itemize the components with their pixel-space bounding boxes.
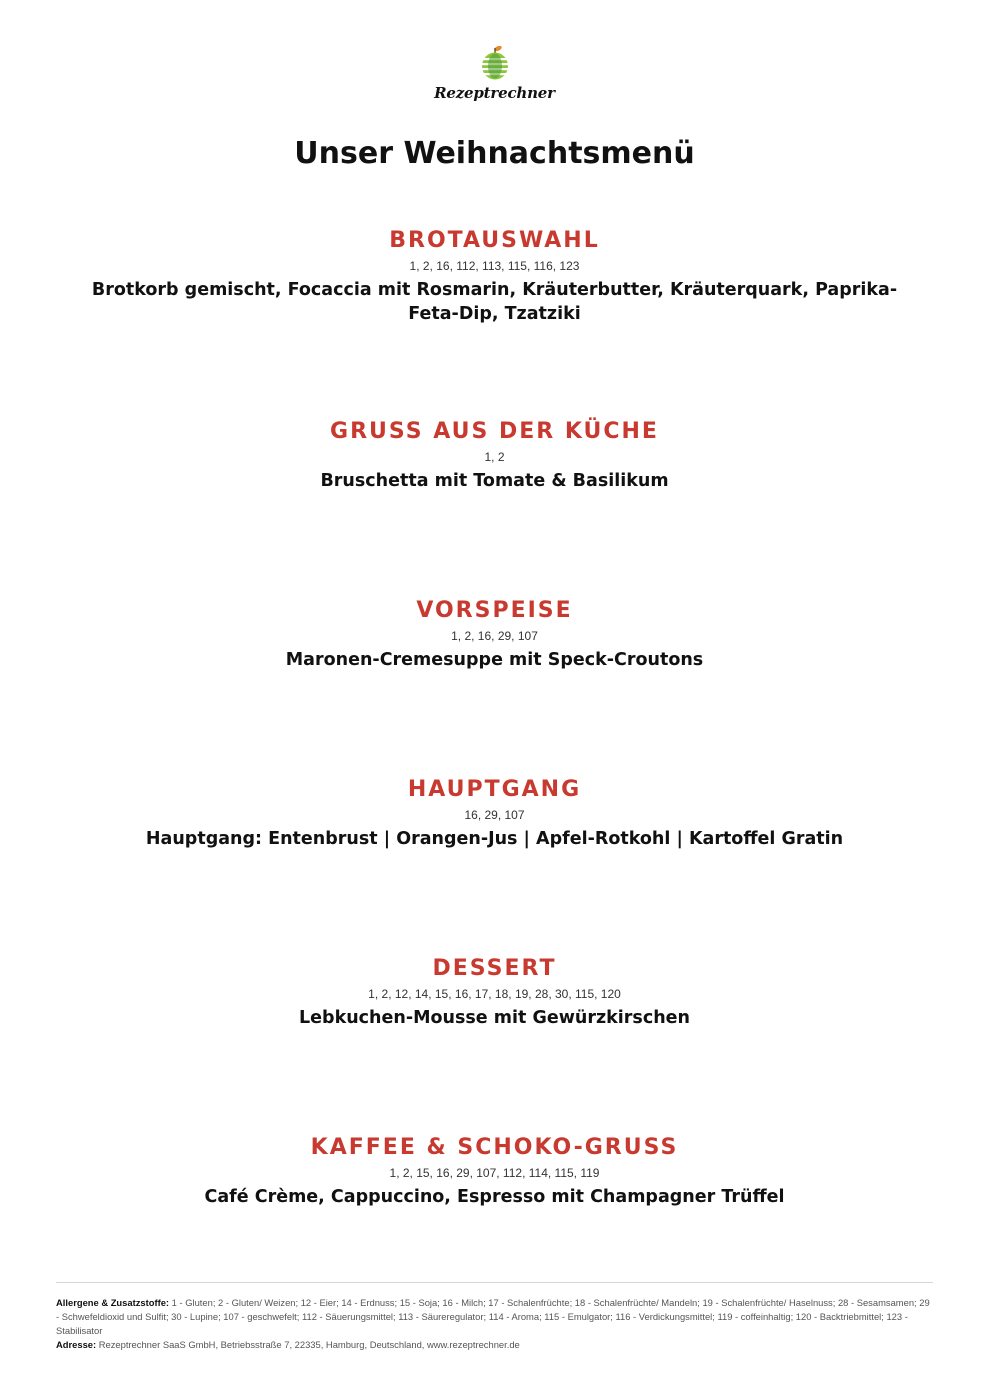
footer-address-text: Rezeptrechner SaaS GmbH, Betriebsstraße 7, 22335, Hamburg, Deutschland, www.rezeptrechner.de — [96, 1339, 520, 1350]
course-title: GRUSS AUS DER KÜCHE — [330, 419, 659, 444]
course-dish: Hauptgang: Entenbrust | Orangen-Jus | Apfel-Rotkohl | Kartoffel Gratin — [145, 829, 844, 849]
course-dish: Café Crème, Cappuccino, Espresso mit Champagner Trüffel — [204, 1187, 785, 1207]
apple-logo-icon — [480, 44, 510, 82]
footer-allergens-label: Allergene & Zusatzstoffe: — [56, 1297, 170, 1308]
course-dessert — [80, 955, 909, 1030]
course-allergens: 1, 2, 16, 29, 107 — [451, 629, 538, 643]
course-title: VORSPEISE — [416, 598, 573, 623]
brand-name: Rezeptrechner — [434, 84, 555, 102]
course-title: BROTAUSWAHL — [389, 228, 600, 253]
course-allergens: 1, 2, 12, 14, 15, 16, 17, 18, 19, 28, 30, 115, 120 — [368, 987, 621, 1001]
footer-allergens — [56, 1296, 933, 1338]
footer — [56, 1282, 933, 1352]
course-kaffee-schoko-gruss — [80, 1134, 909, 1209]
course-allergens: 16, 29, 107 — [464, 808, 525, 822]
course-dish: Bruschetta mit Tomate & Basilikum — [320, 471, 669, 491]
course-gruss-aus-der-kueche — [80, 418, 909, 493]
course-allergens: 1, 2 — [484, 450, 505, 464]
footer-allergens-text: 1 - Gluten; 2 - Gluten/ Weizen; 12 - Eier; 14 - Erdnuss; 15 - Soja; 16 - Milch; 17 - Schalenfrüchte; 18 - Schalenfrüchte/ Mandeln; 19 - Schalenfrüchte/ Haselnuss; 28 - Sesamsamen; 29 - Schwefeldioxid und Sulfit; 30 - Lupine; 107 - geschwefelt; 112 - Säuerungsmittel; 113 - Säureregulator; 114 - Aroma; 115 - Emulgator; 116 - Verdickungsmittel; 119 - coffeinhaltig; 120 - Backtriebmittel; 123 - Stabilisator — [56, 1297, 930, 1336]
course-title: HAUPTGANG — [407, 777, 582, 802]
brand-logo — [0, 44, 989, 106]
course-dish: Lebkuchen-Mousse mit Gewürzkirschen — [299, 1008, 690, 1028]
course-brotauswahl — [80, 227, 909, 326]
footer-address-label: Adresse: — [56, 1339, 97, 1350]
course-dish: Maronen-Cremesuppe mit Speck-Croutons — [285, 650, 704, 670]
course-hauptgang — [80, 776, 909, 851]
course-vorspeise — [80, 597, 909, 672]
page-title: Unser Weihnachtsmenü — [294, 136, 695, 171]
course-title: KAFFEE & SCHOKO-GRUSS — [310, 1135, 679, 1160]
course-title: DESSERT — [432, 956, 557, 981]
footer-address — [56, 1338, 933, 1352]
course-dish: Brotkorb gemischt, Focaccia mit Rosmarin, Kräuterbutter, Kräuterquark, Paprika-Feta-Dip, Tzatziki — [91, 280, 898, 324]
course-allergens: 1, 2, 16, 112, 113, 115, 116, 123 — [409, 259, 580, 273]
course-allergens: 1, 2, 15, 16, 29, 107, 112, 114, 115, 119 — [389, 1166, 600, 1180]
